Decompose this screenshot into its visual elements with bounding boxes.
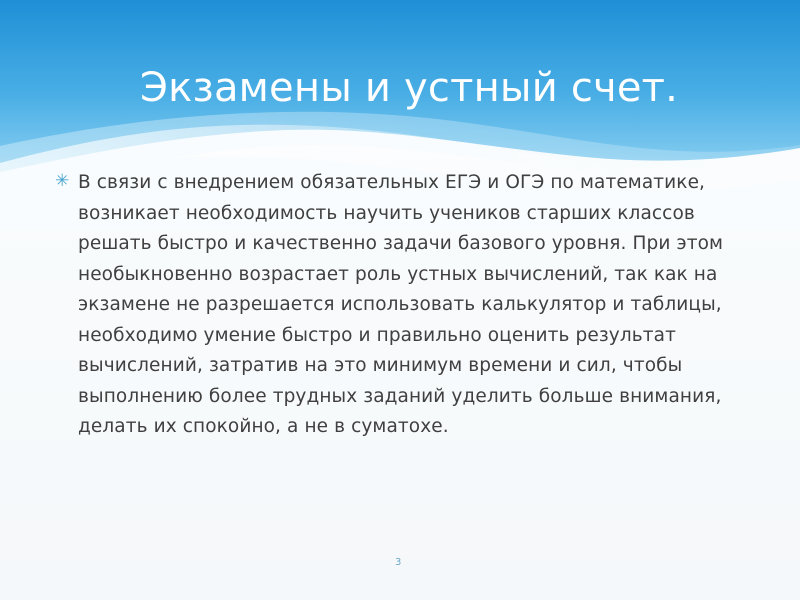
slide-title: Экзамены и устный счет. [140, 65, 679, 111]
slide-content [55, 168, 760, 443]
bullet-item [55, 168, 760, 443]
asterisk-bullet-icon: ✳ [55, 171, 70, 191]
bullet-text: В связи с внедрением обязательных ЕГЭ и ОГЭ по математике, возникает необходимость научить учеников старших классов решать быстро и качественно задачи базового уровня. При этом необыкновенно возрастает роль устных вычислений, так как на экзамене не разрешается использовать калькулятор и таблицы, необходимо умение быстро и правильно оценить результат вычислений, затратив на это минимум времени и сил, чтобы выполнению более трудных заданий уделить больше внимания, делать их спокойно, а не в суматохе. [78, 172, 724, 437]
page-number: 3 [395, 557, 402, 568]
